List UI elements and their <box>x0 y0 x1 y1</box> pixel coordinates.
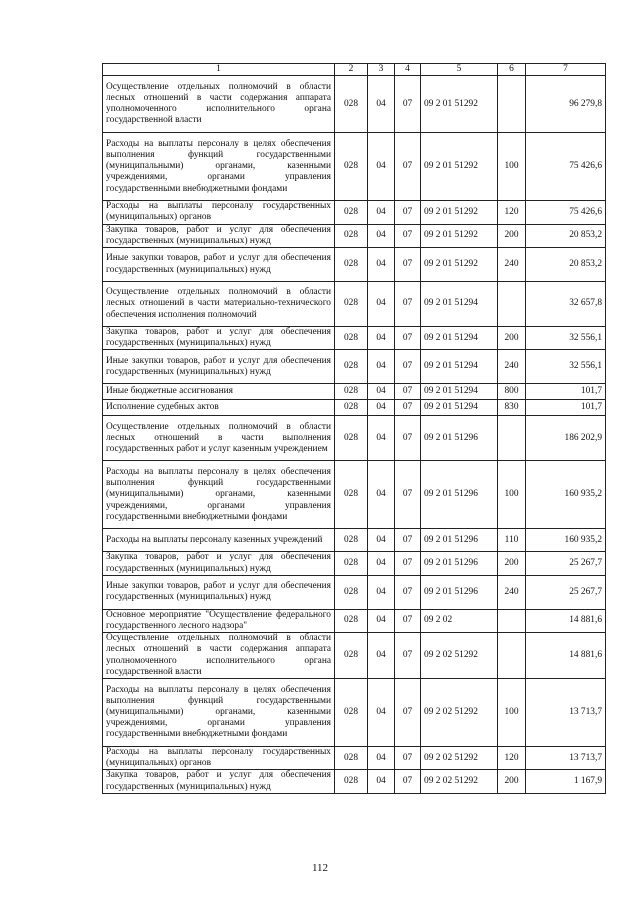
target-article-code: 09 2 02 51292 <box>421 633 498 679</box>
subsection-code: 07 <box>395 350 421 384</box>
target-article-code: 09 2 01 51294 <box>421 384 498 400</box>
target-article-code: 09 2 01 51292 <box>421 201 498 224</box>
amount-value: 101,7 <box>526 400 606 416</box>
ministry-code: 028 <box>335 201 368 224</box>
target-article-code: 09 2 01 51296 <box>421 552 498 575</box>
section-code: 04 <box>368 76 395 133</box>
row-description: Закупка товаров, работ и услуг для обеспечения государственных (муниципальных) нужд <box>103 552 335 575</box>
row-description: Исполнение судебных актов <box>103 400 335 416</box>
subsection-code: 07 <box>395 633 421 679</box>
expense-type-code <box>498 282 526 327</box>
row-description: Закупка товаров, работ и услуг для обеспечения государственных (муниципальных) нужд <box>103 224 335 247</box>
table-row <box>103 248 606 282</box>
column-number: 2 <box>335 64 368 76</box>
row-description: Расходы на выплаты персоналу в целях обеспечения выполнения функций государственными (муниципальными) органами, казенными учреждениями, органами управления государственными внебюджетными фондами <box>103 461 335 529</box>
subsection-code: 07 <box>395 770 421 793</box>
expense-type-code: 240 <box>498 575 526 609</box>
column-number: 1 <box>103 64 335 76</box>
subsection-code: 07 <box>395 416 421 461</box>
target-article-code: 09 2 02 51292 <box>421 679 498 747</box>
section-code: 04 <box>368 633 395 679</box>
budget-table <box>102 63 606 794</box>
row-description: Иные закупки товаров, работ и услуг для обеспечения государственных (муниципальных) нужд <box>103 248 335 282</box>
subsection-code: 07 <box>395 248 421 282</box>
ministry-code: 028 <box>335 575 368 609</box>
subsection-code: 07 <box>395 327 421 350</box>
target-article-code: 09 2 01 51296 <box>421 416 498 461</box>
section-code: 04 <box>368 575 395 609</box>
table-row <box>103 416 606 461</box>
section-code: 04 <box>368 770 395 793</box>
page-number: 112 <box>311 862 329 874</box>
expense-type-code: 120 <box>498 201 526 224</box>
ministry-code: 028 <box>335 350 368 384</box>
ministry-code: 028 <box>335 416 368 461</box>
table-row <box>103 224 606 247</box>
table-row <box>103 350 606 384</box>
expense-type-code: 200 <box>498 770 526 793</box>
amount-value: 101,7 <box>526 384 606 400</box>
table-row <box>103 552 606 575</box>
expense-type-code: 100 <box>498 461 526 529</box>
expense-type-code: 110 <box>498 529 526 552</box>
amount-value: 20 853,2 <box>526 248 606 282</box>
expense-type-code: 200 <box>498 327 526 350</box>
row-description: Осуществление отдельных полномочий в области лесных отношений в части содержания аппарата уполномоченного исполнительного органа государственной власти <box>103 76 335 133</box>
table-row <box>103 327 606 350</box>
table-row <box>103 461 606 529</box>
target-article-code: 09 2 01 51294 <box>421 282 498 327</box>
row-description: Иные бюджетные ассигнования <box>103 384 335 400</box>
ministry-code: 028 <box>335 282 368 327</box>
expense-type-code: 200 <box>498 224 526 247</box>
amount-value: 75 426,6 <box>526 133 606 201</box>
section-code: 04 <box>368 747 395 770</box>
ministry-code: 028 <box>335 133 368 201</box>
section-code: 04 <box>368 282 395 327</box>
ministry-code: 028 <box>335 400 368 416</box>
amount-value: 96 279,8 <box>526 76 606 133</box>
target-article-code: 09 2 01 51292 <box>421 76 498 133</box>
row-description: Осуществление отдельных полномочий в области лесных отношений в части содержания аппарата уполномоченного исполнительного органа государственной власти <box>103 633 335 679</box>
expense-type-code: 800 <box>498 384 526 400</box>
column-number: 4 <box>395 64 421 76</box>
target-article-code: 09 2 02 <box>421 609 498 632</box>
row-description: Осуществление отдельных полномочий в области лесных отношений в части материально-технического обеспечения исполнения полномочий <box>103 282 335 327</box>
table-row <box>103 201 606 224</box>
table-row <box>103 133 606 201</box>
column-number-header-row <box>103 64 606 76</box>
ministry-code: 028 <box>335 224 368 247</box>
row-description: Закупка товаров, работ и услуг для обеспечения государственных (муниципальных) нужд <box>103 770 335 793</box>
subsection-code: 07 <box>395 384 421 400</box>
section-code: 04 <box>368 400 395 416</box>
section-code: 04 <box>368 416 395 461</box>
subsection-code: 07 <box>395 747 421 770</box>
row-description: Расходы на выплаты персоналу государственных (муниципальных) органов <box>103 201 335 224</box>
subsection-code: 07 <box>395 575 421 609</box>
row-description: Иные закупки товаров, работ и услуг для обеспечения государственных (муниципальных) нужд <box>103 350 335 384</box>
expense-type-code <box>498 609 526 632</box>
section-code: 04 <box>368 384 395 400</box>
table-row <box>103 384 606 400</box>
ministry-code: 028 <box>335 384 368 400</box>
row-description: Иные закупки товаров, работ и услуг для обеспечения государственных (муниципальных) нужд <box>103 575 335 609</box>
expense-type-code: 120 <box>498 747 526 770</box>
column-number: 5 <box>421 64 498 76</box>
ministry-code: 028 <box>335 248 368 282</box>
expense-type-code: 100 <box>498 133 526 201</box>
table-row <box>103 529 606 552</box>
table-body <box>103 64 606 794</box>
amount-value: 160 935,2 <box>526 461 606 529</box>
subsection-code: 07 <box>395 609 421 632</box>
target-article-code: 09 2 01 51294 <box>421 350 498 384</box>
target-article-code: 09 2 01 51296 <box>421 575 498 609</box>
row-description: Осуществление отдельных полномочий в области лесных отношений в части выполнения государственных работ и услуг казенным учреждением <box>103 416 335 461</box>
ministry-code: 028 <box>335 529 368 552</box>
amount-value: 13 713,7 <box>526 747 606 770</box>
column-number: 6 <box>498 64 526 76</box>
row-description: Расходы на выплаты персоналу в целях обеспечения выполнения функций государственными (муниципальными) органами, казенными учреждениями, органами управления государственными внебюджетными фондами <box>103 133 335 201</box>
amount-value: 32 556,1 <box>526 327 606 350</box>
section-code: 04 <box>368 224 395 247</box>
ministry-code: 028 <box>335 461 368 529</box>
amount-value: 25 267,7 <box>526 552 606 575</box>
amount-value: 14 881,6 <box>526 609 606 632</box>
section-code: 04 <box>368 201 395 224</box>
table-row <box>103 76 606 133</box>
subsection-code: 07 <box>395 461 421 529</box>
row-description: Расходы на выплаты персоналу в целях обеспечения выполнения функций государственными (муниципальными) органами, казенными учреждениями, органами управления государственными внебюджетными фондами <box>103 679 335 747</box>
subsection-code: 07 <box>395 529 421 552</box>
ministry-code: 028 <box>335 633 368 679</box>
section-code: 04 <box>368 133 395 201</box>
section-code: 04 <box>368 350 395 384</box>
subsection-code: 07 <box>395 224 421 247</box>
subsection-code: 07 <box>395 282 421 327</box>
section-code: 04 <box>368 679 395 747</box>
amount-value: 75 426,6 <box>526 201 606 224</box>
section-code: 04 <box>368 552 395 575</box>
target-article-code: 09 2 02 51292 <box>421 747 498 770</box>
ministry-code: 028 <box>335 679 368 747</box>
amount-value: 32 556,1 <box>526 350 606 384</box>
ministry-code: 028 <box>335 552 368 575</box>
table-row <box>103 633 606 679</box>
ministry-code: 028 <box>335 609 368 632</box>
column-number: 3 <box>368 64 395 76</box>
subsection-code: 07 <box>395 552 421 575</box>
target-article-code: 09 2 01 51296 <box>421 529 498 552</box>
amount-value: 160 935,2 <box>526 529 606 552</box>
table-row <box>103 400 606 416</box>
table-row <box>103 770 606 793</box>
expense-type-code: 240 <box>498 350 526 384</box>
expense-type-code: 830 <box>498 400 526 416</box>
section-code: 04 <box>368 609 395 632</box>
column-number: 7 <box>526 64 606 76</box>
ministry-code: 028 <box>335 747 368 770</box>
section-code: 04 <box>368 248 395 282</box>
subsection-code: 07 <box>395 76 421 133</box>
row-description: Расходы на выплаты персоналу казенных учреждений <box>103 529 335 552</box>
amount-value: 25 267,7 <box>526 575 606 609</box>
target-article-code: 09 2 01 51292 <box>421 224 498 247</box>
target-article-code: 09 2 01 51294 <box>421 327 498 350</box>
expense-type-code: 240 <box>498 248 526 282</box>
ministry-code: 028 <box>335 770 368 793</box>
section-code: 04 <box>368 529 395 552</box>
subsection-code: 07 <box>395 400 421 416</box>
expense-type-code <box>498 633 526 679</box>
section-code: 04 <box>368 461 395 529</box>
ministry-code: 028 <box>335 76 368 133</box>
target-article-code: 09 2 01 51292 <box>421 248 498 282</box>
target-article-code: 09 2 02 51292 <box>421 770 498 793</box>
subsection-code: 07 <box>395 133 421 201</box>
target-article-code: 09 2 01 51292 <box>421 133 498 201</box>
table-row <box>103 679 606 747</box>
section-code: 04 <box>368 327 395 350</box>
amount-value: 13 713,7 <box>526 679 606 747</box>
table-row <box>103 609 606 632</box>
ministry-code: 028 <box>335 327 368 350</box>
subsection-code: 07 <box>395 201 421 224</box>
expense-type-code: 100 <box>498 679 526 747</box>
amount-value: 32 657,8 <box>526 282 606 327</box>
amount-value: 20 853,2 <box>526 224 606 247</box>
row-description: Основное мероприятие "Осуществление федерального государственного лесного надзора" <box>103 609 335 632</box>
table-row <box>103 747 606 770</box>
subsection-code: 07 <box>395 679 421 747</box>
table-row <box>103 282 606 327</box>
amount-value: 186 202,9 <box>526 416 606 461</box>
row-description: Закупка товаров, работ и услуг для обеспечения государственных (муниципальных) нужд <box>103 327 335 350</box>
expense-type-code: 200 <box>498 552 526 575</box>
expense-type-code <box>498 76 526 133</box>
table-row <box>103 575 606 609</box>
amount-value: 14 881,6 <box>526 633 606 679</box>
target-article-code: 09 2 01 51294 <box>421 400 498 416</box>
amount-value: 1 167,9 <box>526 770 606 793</box>
row-description: Расходы на выплаты персоналу государственных (муниципальных) органов <box>103 747 335 770</box>
target-article-code: 09 2 01 51296 <box>421 461 498 529</box>
expense-type-code <box>498 416 526 461</box>
